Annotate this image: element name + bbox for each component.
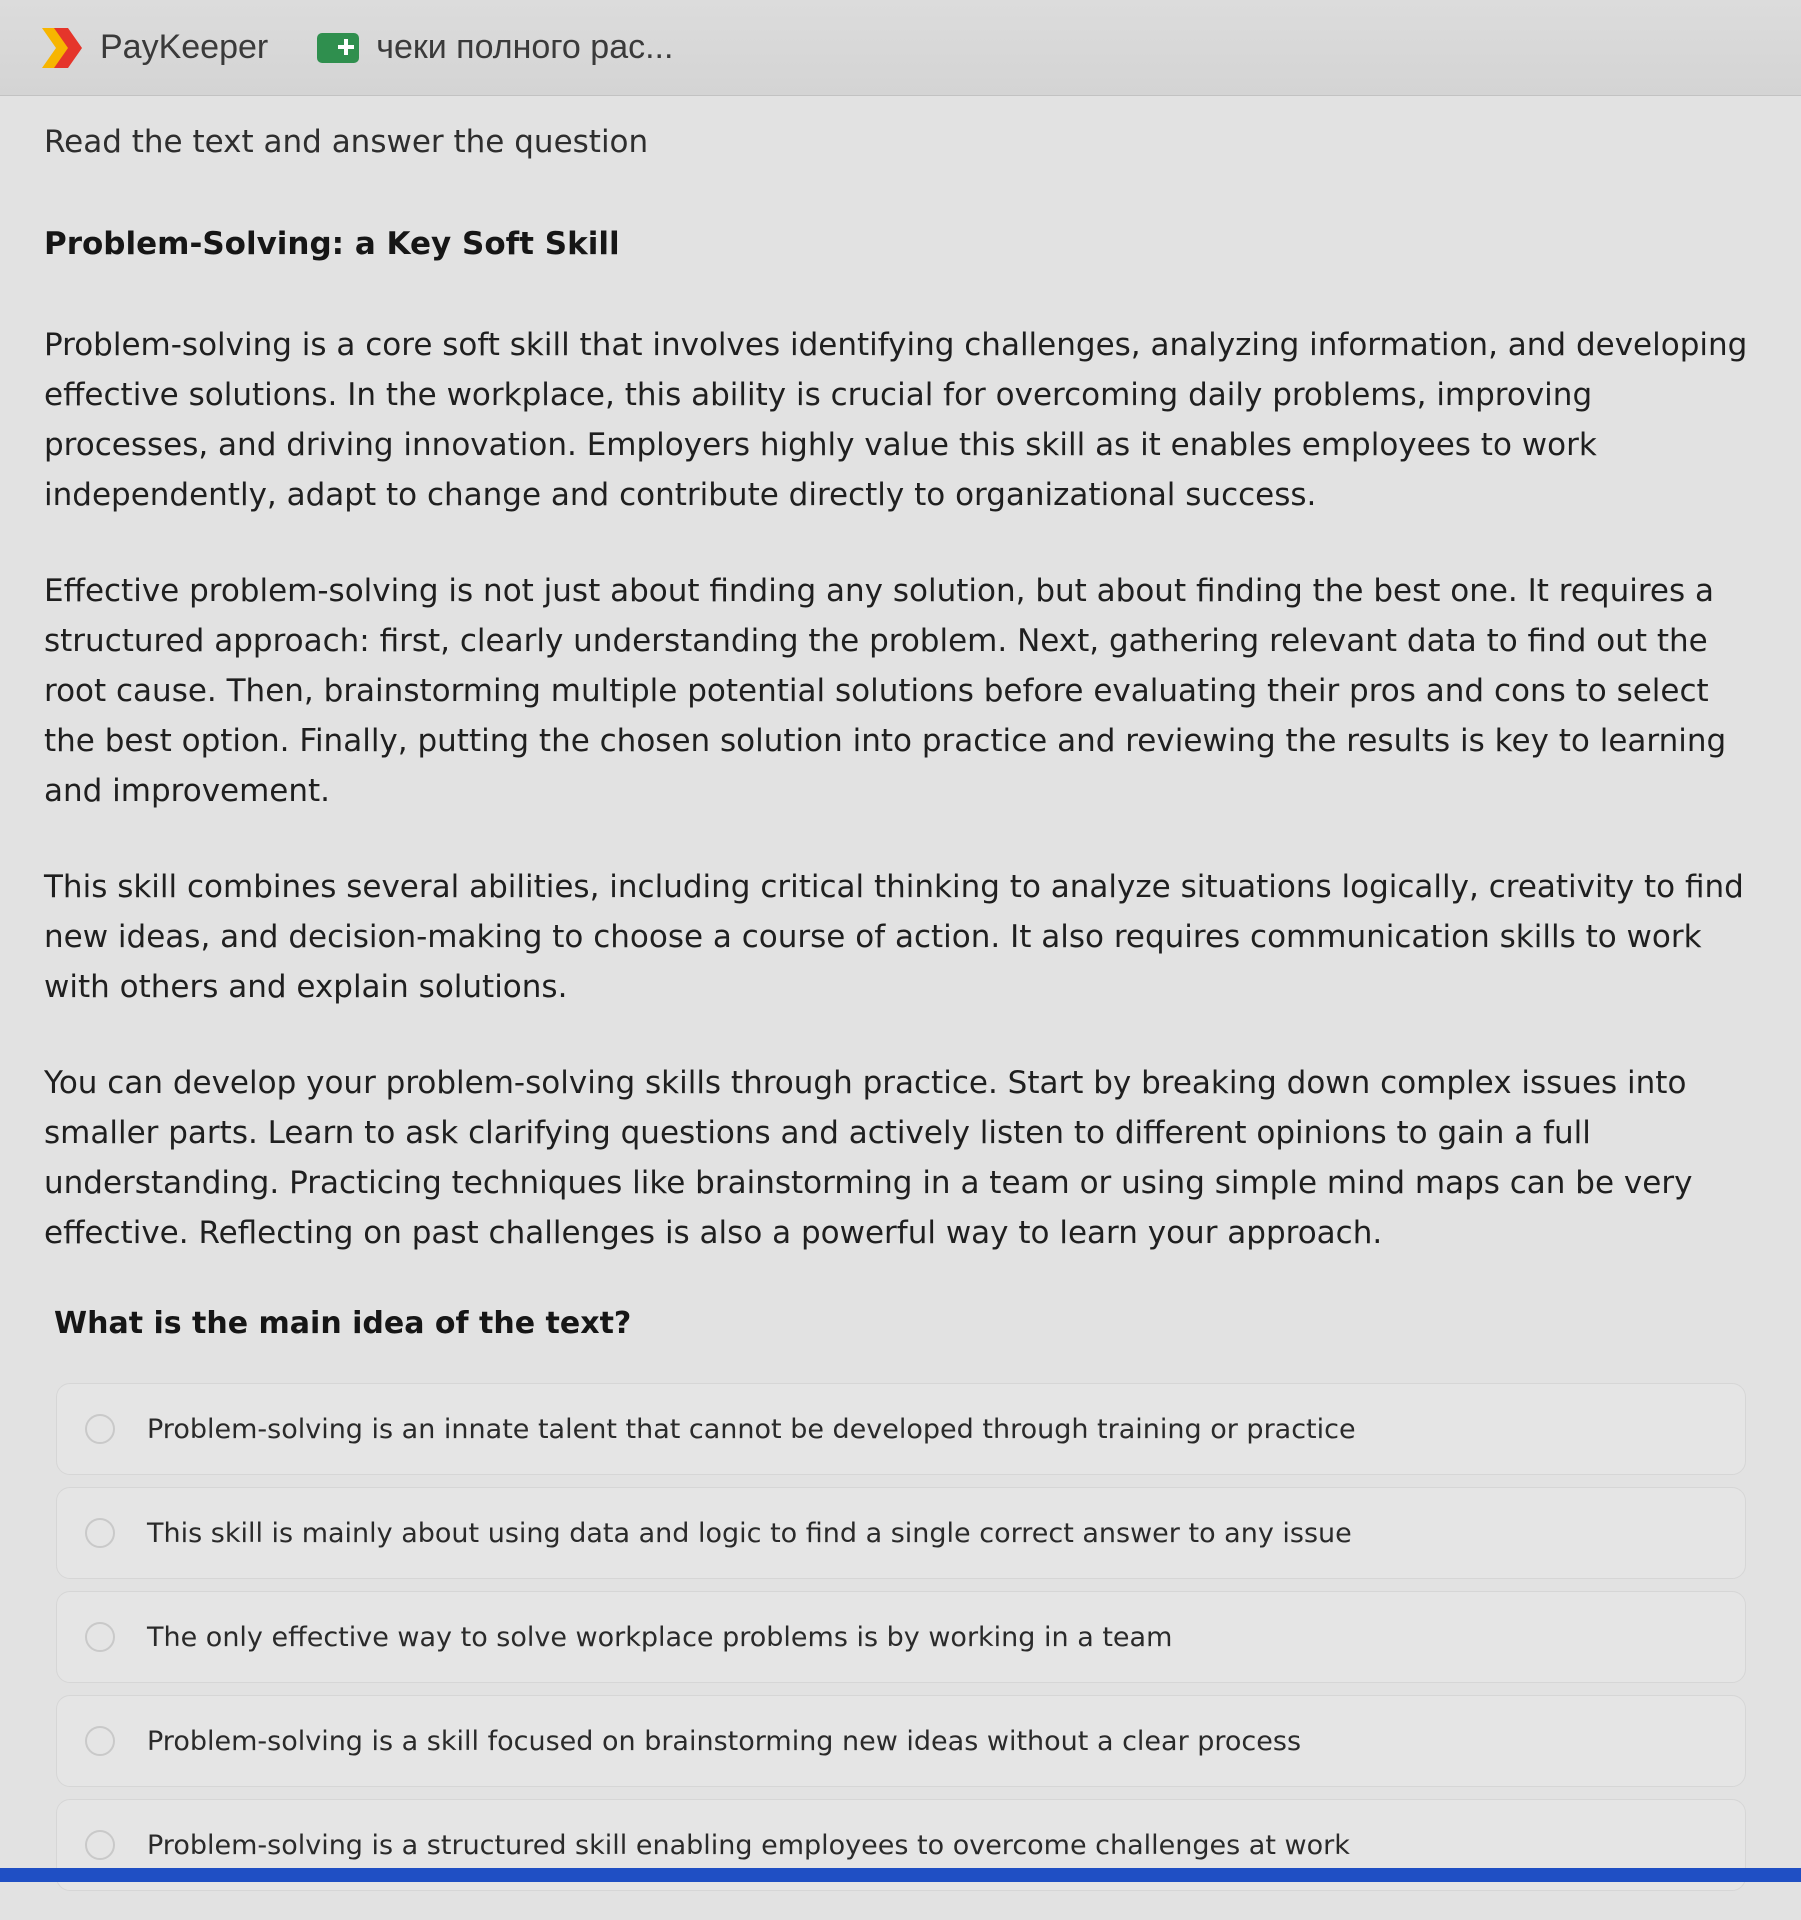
- progress-accent-bar: [0, 1868, 1801, 1882]
- article-paragraph: You can develop your problem-solving skills through practice. Start by breaking down complex issues into smaller parts. Learn to ask clarifying questions and actively listen to different opinions to gain a full understanding. Practicing techniques like brainstorming in a team or using simple mind maps can be very effective. Reflecting on past challenges is also a powerful way to learn your approach.: [44, 1065, 1693, 1251]
- article-paragraph: Problem-solving is a core soft skill that involves identifying challenges, analyzing information, and developing effective solutions. In the workplace, this ability is crucial for overcoming daily problems, improving processes, and driving innovation. Employers highly value this skill as it enables employees to work independently, adapt to change and contribute directly to organizational success.: [44, 327, 1748, 513]
- answer-options: [56, 1383, 1746, 1891]
- answer-option-3[interactable]: [56, 1591, 1746, 1683]
- radio-button[interactable]: [85, 1830, 115, 1860]
- bookmark-cheki[interactable]: [314, 18, 673, 78]
- instruction-text: Read the text and answer the question: [44, 124, 649, 160]
- answer-option-4[interactable]: [56, 1695, 1746, 1787]
- quiz-content: [44, 124, 1764, 1903]
- bookmark-label: PayKeeper: [100, 28, 269, 66]
- answer-option-1[interactable]: [56, 1383, 1746, 1475]
- radio-button[interactable]: [85, 1726, 115, 1756]
- radio-button[interactable]: [85, 1622, 115, 1652]
- option-label: The only effective way to solve workplace problems is by working in a team: [147, 1621, 1173, 1653]
- option-label: This skill is mainly about using data and logic to find a single correct answer to any issue: [147, 1517, 1352, 1549]
- bookmarks-bar: [0, 0, 1801, 96]
- bookmark-paykeeper[interactable]: [38, 18, 268, 78]
- radio-button[interactable]: [85, 1414, 115, 1444]
- option-label: Problem-solving is an innate talent that cannot be developed through training or practice: [147, 1413, 1356, 1445]
- article-paragraph: This skill combines several abilities, including critical thinking to analyze situations logically, creativity to find new ideas, and decision-making to choose a course of action. It also requires communication skills to work with others and explain solutions.: [44, 869, 1744, 1005]
- option-label: Problem-solving is a skill focused on brainstorming new ideas without a clear process: [147, 1725, 1302, 1757]
- article-paragraph: Effective problem-solving is not just about finding any solution, but about finding the best one. It requires a structured approach: first, clearly understanding the problem. Next, gathering relevant data to find out the root cause. Then, brainstorming multiple potential solutions before evaluating their pros and cons to select the best option. Finally, putting the chosen solution into practice and reviewing the results is key to learning and improvement.: [44, 573, 1727, 809]
- question-text: What is the main idea of the text?: [54, 1306, 632, 1341]
- article-title: Problem-Solving: a Key Soft Skill: [44, 226, 620, 262]
- folder-plus-icon: [314, 24, 362, 72]
- paykeeper-chevron-icon: [38, 24, 86, 72]
- answer-option-2[interactable]: [56, 1487, 1746, 1579]
- radio-button[interactable]: [85, 1518, 115, 1548]
- option-label: Problem-solving is a structured skill enabling employees to overcome challenges at work: [147, 1829, 1350, 1861]
- bookmark-label: чеки полного рас...: [376, 28, 674, 66]
